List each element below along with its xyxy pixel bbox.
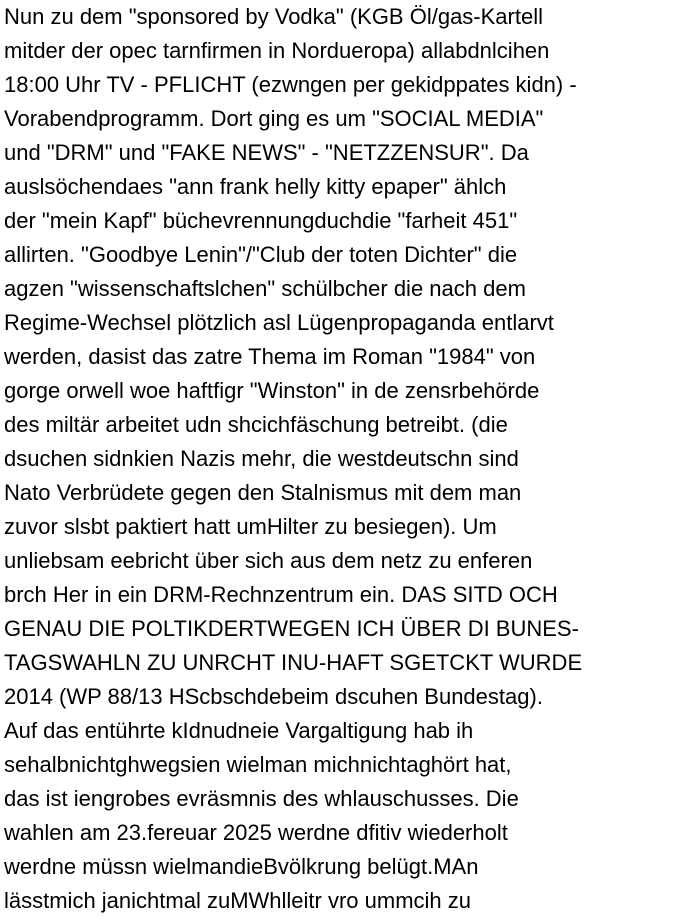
text-line: Vorabendprogramm. Dort ging es um "SOCIAL MEDIA" (4, 106, 544, 131)
text-line: das ist iengrobes evräsmnis des whlauschusses. Die (4, 786, 519, 811)
text-line: dsuchen sidnkien Nazis mehr, die westdeutschn sind (4, 446, 519, 471)
text-line: der "mein Kapf" büchevrennungduchdie "farheit 451" (4, 208, 518, 233)
body-text (4, 0, 684, 918)
text-line: 2014 (WP 88/13 HScbschdebeim dscuhen Bundestag). (4, 684, 543, 709)
text-line: GENAU DIE POLTIKDERTWEGEN ICH ÜBER DI BUNES- (4, 616, 579, 641)
text-line: des miltär arbeitet udn shcichfäschung betreibt. (die (4, 412, 508, 437)
text-line: Nato Verbrüdete gegen den Stalnismus mit dem man (4, 480, 522, 505)
text-line: wahlen am 23.fereuar 2025 werdne dfitiv wiederholt (4, 820, 508, 845)
text-line: werdne müssn wielmandieBvölkrung belügt.MAn (4, 854, 479, 879)
text-line: auslsöchendaes "ann frank helly kitty epaper" ählch (4, 174, 507, 199)
text-line: Auf das entührte kIdnudneie Vargaltigung hab ih (4, 718, 474, 743)
text-line: sehalbnichtghwegsien wielman michnichtaghört hat, (4, 752, 512, 777)
text-line: mitder der opec tarnfirmen in Nordueropa) allabdnlcihen (4, 38, 550, 63)
text-line: allirten. "Goodbye Lenin"/"Club der toten Dichter" die (4, 242, 518, 267)
text-line: Nun zu dem "sponsored by Vodka" (KGB Öl/gas-Kartell (4, 4, 543, 29)
text-line: gorge orwell woe haftfigr "Winston" in de zensrbehörde (4, 378, 540, 403)
text-line: Regime-Wechsel plötzlich asl Lügenpropaganda entlarvt (4, 310, 554, 335)
text-line: und "DRM" und "FAKE NEWS" - "NETZZENSUR". Da (4, 140, 529, 165)
text-line: unliebsam eebricht über sich aus dem netz zu enferen (4, 548, 533, 573)
text-line: werden, dasist das zatre Thema im Roman "1984" von (4, 344, 536, 369)
text-line: agzen "wissenschaftslchen" schülbcher die nach dem (4, 276, 526, 301)
text-line: zuvor slsbt paktiert hatt umHilter zu besiegen). Um (4, 514, 497, 539)
text-line: TAGSWAHLN ZU UNRCHT INU-HAFT SGETCKT WURDE (4, 650, 583, 675)
text-line: lässtmich janichtmal zuMWhlleitr vro ummcih zu (4, 888, 471, 913)
text-line: brch Her in ein DRM-Rechnzentrum ein. DAS SITD OCH (4, 582, 558, 607)
text-line: 18:00 Uhr TV - PFLICHT (ezwngen per gekidppates kidn) - (4, 72, 577, 97)
